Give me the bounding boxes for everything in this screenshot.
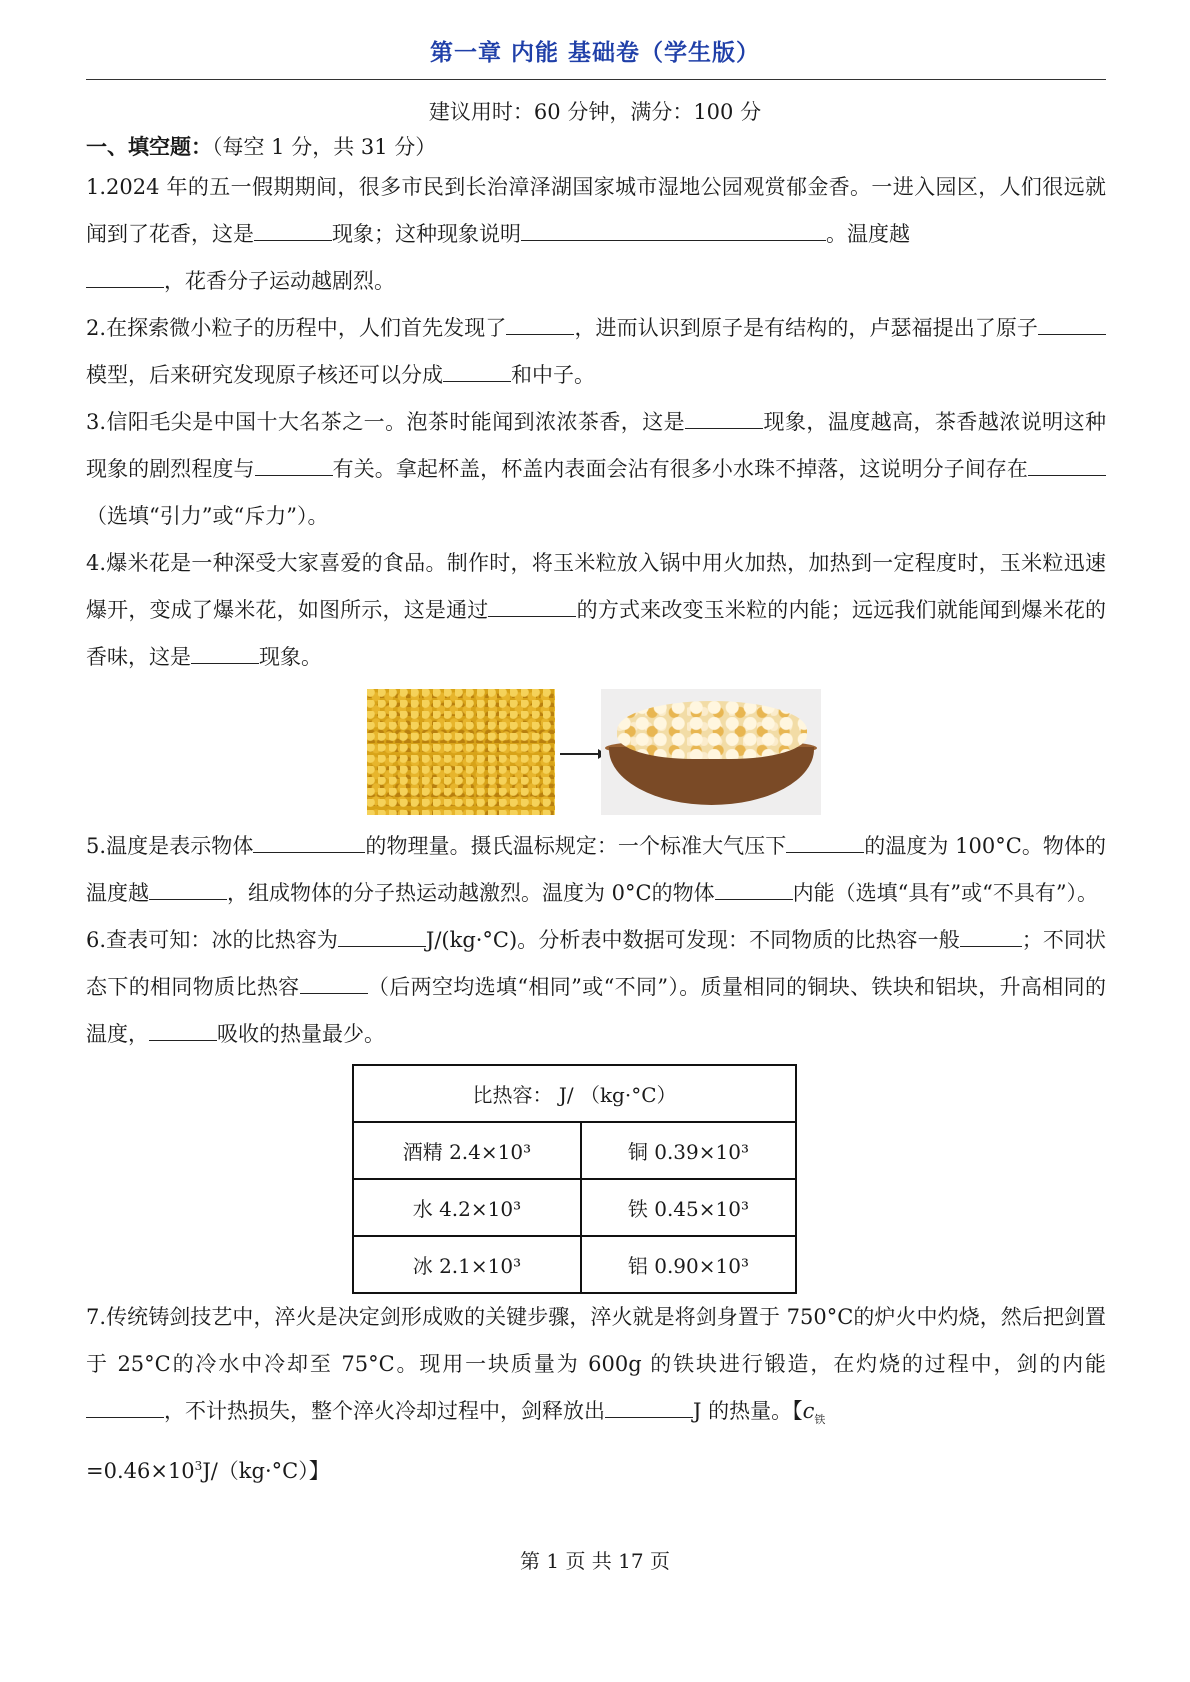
popcorn-bowl-image <box>601 689 821 815</box>
q1-text-4: ，花香分子运动越剧烈。 <box>164 269 395 293</box>
q1-text-2: 现象；这种现象说明 <box>332 222 521 246</box>
corn-kernels-image <box>367 689 555 815</box>
header-divider <box>86 79 1106 80</box>
question-3 <box>86 399 1106 540</box>
q3-text-4: （选填“引力”或“斥力”）。 <box>86 504 329 528</box>
q5-text-1: 5.温度是表示物体 <box>86 834 254 858</box>
q7-symbol-sub: 铁 <box>814 1413 826 1427</box>
q5-text-4: ，组成物体的分子热运动越激烈。温度为 0°C的物体 <box>227 881 715 905</box>
q3-text-3: 有关。拿起杯盖，杯盖内表面会沾有很多小水珠不掉落，这说明分子间存在 <box>332 457 1029 481</box>
answer-blank[interactable] <box>1038 314 1106 335</box>
answer-blank[interactable] <box>86 1397 164 1418</box>
table-cell: 铝 0.90×10³ <box>581 1236 796 1293</box>
q5-text-5: 内能（选填“具有”或“不具有”）。 <box>792 881 1099 905</box>
answer-blank[interactable] <box>149 1020 217 1041</box>
answer-blank[interactable] <box>960 926 1022 947</box>
question-content <box>86 132 1106 1495</box>
table-row <box>353 1236 796 1293</box>
answer-blank[interactable] <box>443 361 511 382</box>
q3-text-1: 3.信阳毛尖是中国十大名茶之一。泡茶时能闻到浓浓茶香，这是 <box>86 410 686 434</box>
q7-text-4: =0.46×10 <box>86 1459 195 1484</box>
q7-text-1: 7.传统铸剑技艺中，淬火是决定剑形成败的关键步骤，淬火就是将剑身置于 750°C的炉火中灼烧，然后把剑置于 25°C的冷水中冷却至 75°C。现用一块质量为 600g 的铁块进行锻造，在灼烧的过程中，剑的内能 <box>86 1305 1106 1376</box>
question-2 <box>86 305 1106 399</box>
section-note: （每空 1 分，共 31 分） <box>212 135 437 159</box>
q6-text-1: 6.查表可知：冰的比热容为 <box>86 928 338 952</box>
table-cell: 铜 0.39×10³ <box>581 1122 796 1179</box>
q2-text-2: ，进而认识到原子是有结构的，卢瑟福提出了原子 <box>574 316 1038 340</box>
section-title: 一、填空题： <box>86 135 212 159</box>
table-cell: 水 4.2×10³ <box>353 1179 581 1236</box>
specific-heat-table <box>352 1064 797 1294</box>
table-header-row <box>353 1065 796 1122</box>
answer-blank[interactable] <box>685 408 763 429</box>
q1-text-1: 1.2024 年的五一假期期间，很多市民到长治漳泽湖国家城市湿地公园观赏郁金香。一进入园区，人们很远就闻到了花香，这是 <box>86 175 1106 246</box>
q4-text-1: 4.爆米花是一种深受大家喜爱的食品。制作时，将玉米粒放入锅中用火加热，加热到一定程度时，玉米粒迅速爆开，变成了爆米花，如图所示，这是通过 <box>86 551 1106 622</box>
table-cell: 冰 2.1×10³ <box>353 1236 581 1293</box>
q4-text-3: 现象。 <box>259 645 322 669</box>
question-7 <box>86 1294 1106 1495</box>
answer-blank[interactable] <box>191 643 259 664</box>
answer-blank[interactable] <box>715 879 793 900</box>
q5-text-3: 的温度为 100°C。物体的温度越 <box>86 834 1106 905</box>
question-6 <box>86 917 1106 1058</box>
answer-blank[interactable] <box>506 314 574 335</box>
table-cell: 酒精 2.4×10³ <box>353 1122 581 1179</box>
table-row <box>353 1179 796 1236</box>
q6-text-2: J/(kg·°C)。分析表中数据可发现：不同物质的比热容一般 <box>425 928 960 952</box>
answer-blank[interactable] <box>786 832 864 853</box>
q7-symbol-c: c <box>802 1399 815 1423</box>
answer-blank[interactable] <box>521 220 826 241</box>
q7-text-5: J/（kg·°C）】 <box>202 1459 330 1484</box>
q2-text-1: 2.在探索微小粒子的历程中，人们首先发现了 <box>86 316 507 340</box>
page-title: 第一章 内能 基础卷（学生版） <box>429 40 760 66</box>
table-cell: 铁 0.45×10³ <box>581 1179 796 1236</box>
question-1 <box>86 164 1106 305</box>
question-5 <box>86 823 1106 917</box>
q3-text-2: 现象，温度越高，茶香越浓说明这种现象的剧烈程度与 <box>86 410 1107 481</box>
answer-blank[interactable] <box>255 455 333 476</box>
q5-text-2: 的物理量。摄氏温标规定：一个标准大气压下 <box>365 834 787 858</box>
time-info: 建议用时：60 分钟，满分：100 分 <box>428 100 762 124</box>
answer-blank[interactable] <box>605 1397 693 1418</box>
q2-text-4: 和中子。 <box>511 363 595 387</box>
answer-blank[interactable] <box>338 926 426 947</box>
q2-text-3: 模型，后来研究发现原子核还可以分成 <box>86 363 443 387</box>
section-heading <box>86 132 1106 162</box>
table-row <box>353 1122 796 1179</box>
q6-text-5: 吸收的热量最少。 <box>217 1022 385 1046</box>
table-header: 比热容： J/ （kg·°C） <box>353 1065 796 1122</box>
q4-text-2: 的方式来改变玉米粒的内能；远远我们就能闻到爆米花的香味，这是 <box>86 598 1106 669</box>
q6-text-4: （后两空均选填“相同”或“不同”）。质量相同的铜块、铁块和铝块，升高相同的温度， <box>86 975 1106 1046</box>
q6-text-3: ；不同状态下的相同物质比热容 <box>86 928 1106 999</box>
q7-text-3: J 的热量。【 <box>693 1399 803 1423</box>
answer-blank[interactable] <box>86 267 164 288</box>
page-number: 第 1 页 共 17 页 <box>520 1549 670 1573</box>
answer-blank[interactable] <box>1028 455 1106 476</box>
q7-exponent: 3 <box>194 1459 203 1474</box>
answer-blank[interactable] <box>253 832 365 853</box>
question-4 <box>86 540 1106 681</box>
popcorn-figure <box>86 689 1106 815</box>
answer-blank[interactable] <box>488 596 576 617</box>
q1-text-3: 。温度越 <box>826 222 910 246</box>
answer-blank[interactable] <box>254 220 332 241</box>
answer-blank[interactable] <box>149 879 227 900</box>
q7-text-2: ，不计热损失，整个淬火冷却过程中，剑释放出 <box>164 1399 605 1423</box>
answer-blank[interactable] <box>300 973 368 994</box>
